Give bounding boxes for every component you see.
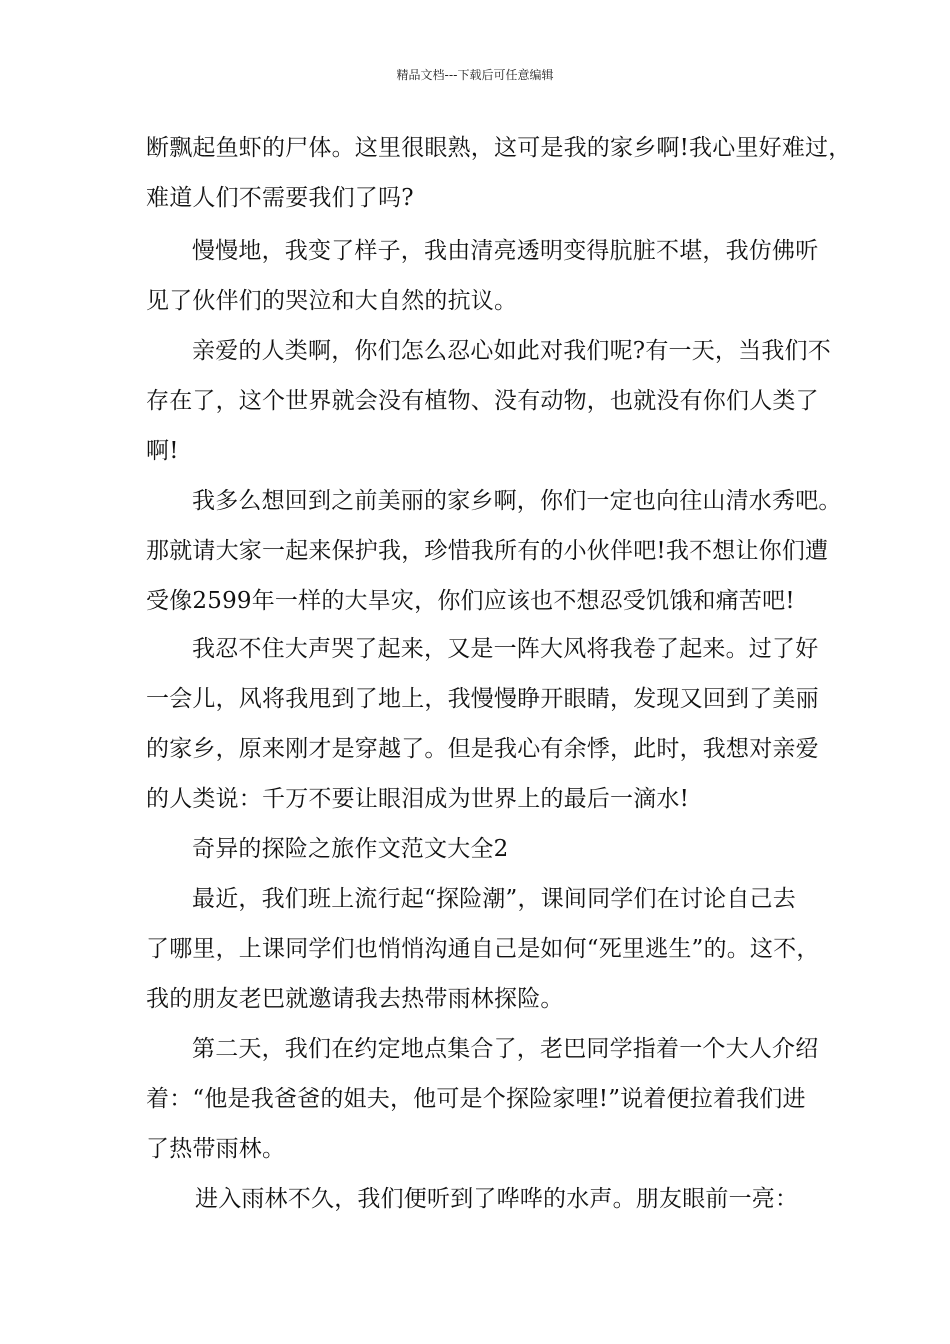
body-line: 最近，我们班上流行起“探险潮”，课间同学们在讨论自己去 (192, 886, 796, 912)
body-line: 啊! (146, 438, 179, 464)
section-heading: 奇异的探险之旅作文范文大全2 (192, 836, 509, 862)
body-line: 了哪里，上课同学们也悄悄沟通自己是如何“死里逃生”的。这不， (146, 936, 820, 962)
body-line: 了热带雨林。 (146, 1136, 286, 1162)
body-line: 难道人们不需要我们了吗? (146, 185, 414, 211)
body-line: 的家乡，原来刚才是穿越了。但是我心有余悸，此时，我想对亲爱 (146, 736, 819, 762)
body-line: 第二天，我们在约定地点集合了，老巴同学指着一个大人介绍 (192, 1036, 819, 1062)
body-line: 那就请大家一起来保护我，珍惜我所有的小伙伴吧!我不想让你们遭 (146, 538, 829, 564)
body-line: 我的朋友老巴就邀请我去热带雨林探险。 (146, 986, 564, 1012)
body-line: 受像2599年一样的大旱灾，你们应该也不想忍受饥饿和痛苦吧! (146, 588, 795, 614)
body-line: 亲爱的人类啊，你们怎么忍心如此对我们呢?有一天，当我们不 (192, 338, 831, 364)
body-line: 着：“他是我爸爸的姐夫，他可是个探险家哩!”说着便拉着我们进 (146, 1086, 806, 1112)
body-line: 我多么想回到之前美丽的家乡啊，你们一定也向往山清水秀吧。 (192, 488, 842, 514)
body-line: 一会儿，风将我甩到了地上，我慢慢睁开眼睛，发现又回到了美丽 (146, 686, 819, 712)
body-line: 断飘起鱼虾的尸体。这里很眼熟，这可是我的家乡啊!我心里好难过， (146, 135, 852, 161)
body-line: 进入雨林不久，我们便听到了哗哗的水声。朋友眼前一亮： (195, 1186, 799, 1212)
body-line: 见了伙伴们的哭泣和大自然的抗议。 (146, 288, 518, 314)
body-line: 慢慢地，我变了样子，我由清亮透明变得肮脏不堪，我仿佛听 (192, 238, 819, 264)
page-header: 精品文档---下载后可任意编辑 (396, 68, 554, 82)
body-line: 的人类说：千万不要让眼泪成为世界上的最后一滴水! (146, 786, 690, 812)
body-line: 我忍不住大声哭了起来，又是一阵大风将我卷了起来。过了好 (192, 636, 819, 662)
body-line: 存在了，这个世界就会没有植物、没有动物，也就没有你们人类了 (146, 388, 819, 414)
